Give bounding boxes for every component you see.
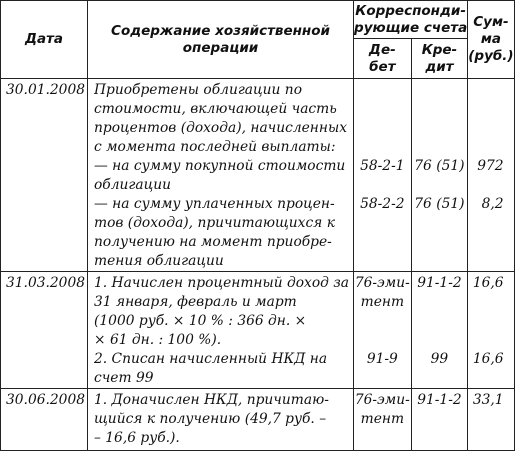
table-row xyxy=(1,272,515,389)
row-sum: 16,6 16,6 xyxy=(468,272,514,389)
table-row xyxy=(1,389,515,451)
header-credit: Кре- дит xyxy=(411,39,468,79)
row-date: 30.06.2008 xyxy=(1,389,88,451)
row-date: 31.03.2008 xyxy=(1,272,88,389)
row-operation-text: 1. Начислен процентный доход за 31 января, февраль и март (1000 руб. × 10 % : 366 дн. × × 61 дн. : 100 %). 2. Списан начисленный НКД на счет 99 xyxy=(88,272,354,389)
row-debit: 76-эми- тент xyxy=(354,389,412,451)
row-sum: 972 8,2 xyxy=(468,79,514,272)
header-date: Дата xyxy=(1,1,88,79)
header-debit: Де- бет xyxy=(354,39,412,79)
row-debit: 58-2-1 58-2-2 xyxy=(354,79,412,272)
row-credit: 76 (51) 76 (51) xyxy=(411,79,468,272)
row-sum: 33,1 xyxy=(468,389,514,451)
header-sum: Сум- ма (руб.) xyxy=(468,1,514,79)
table-row xyxy=(1,79,515,272)
row-credit: 91-1-2 99 xyxy=(411,272,468,389)
header-content: Содержание хозяйственной операции xyxy=(88,1,354,79)
row-date: 30.01.2008 xyxy=(1,79,88,272)
header-row-1 xyxy=(1,1,515,39)
row-credit: 91-1-2 xyxy=(411,389,468,451)
row-debit: 76-эми- тент 91-9 xyxy=(354,272,412,389)
header-accounts: Корреспонди- рующие счета xyxy=(354,1,468,39)
row-operation-text: Приобретены облигации по стоимости, включающей часть процентов (дохода), начисленных с момента последней выплаты: — на сумму покупной стоимости облигации — на сумму уплаченных процен- тов (дохода), причитающихся к получению на момент приобре- тения облигации xyxy=(88,79,354,272)
row-operation-text: 1. Доначислен НКД, причитаю- щийся к получению (49,7 руб. – – 16,6 руб.). xyxy=(88,389,354,451)
